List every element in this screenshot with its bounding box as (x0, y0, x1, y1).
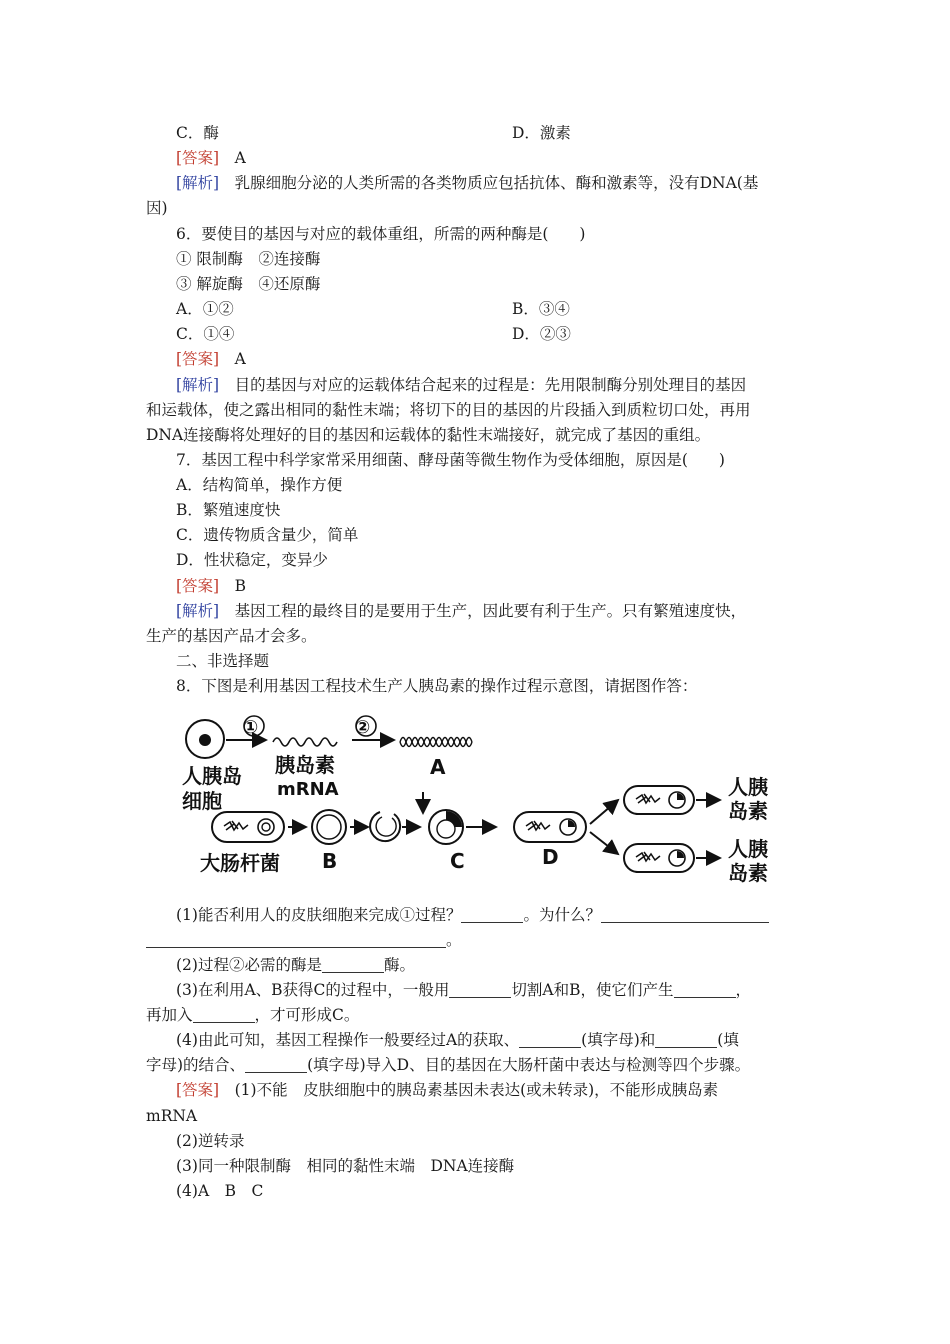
mrna-strand (273, 738, 337, 746)
cell-label-line2: 细胞 (182, 789, 222, 813)
q6-option-b: B．③④ (512, 300, 570, 318)
explanation-6-line1 (176, 373, 840, 397)
explanation-6-line3: DNA连接酶将处理好的目的基因和运载体的黏性末端接好，就完成了基因的重组。 (146, 426, 711, 444)
q7-option-a: A．结构简单，操作方便 (176, 476, 343, 494)
q8-part1-line2 (146, 928, 810, 952)
answer-value: A (234, 350, 246, 368)
q8-part3-add: 再加入 (146, 1006, 193, 1024)
human-cell (186, 720, 224, 758)
q5-option-d: D．激素 (512, 124, 571, 142)
explanation-5-line1 (176, 171, 840, 195)
explanation-tag: [解析] (176, 602, 220, 620)
answer-value: A (234, 149, 246, 167)
q8-part1-why: 。为什么？ (523, 906, 601, 924)
ecoli-label: 大肠杆菌 (200, 851, 280, 875)
q8-part3-line1 (176, 978, 840, 1002)
insulin-process-diagram (180, 708, 780, 898)
mrna-label-line2: mRNA (277, 779, 339, 800)
q8-part4-fill: (填 (717, 1031, 739, 1049)
explanation-tag: [解析] (176, 174, 220, 192)
explanation-tag: [解析] (176, 376, 220, 394)
step2-label: ② (355, 717, 371, 738)
blank-3[interactable] (146, 931, 446, 948)
arrow-d-down (590, 832, 618, 854)
answer-6 (176, 347, 840, 371)
q7-option-d: D．性状稳定，变异少 (176, 551, 328, 569)
q8-part4-text: (4)由此可知，基因工程操作一般要经过A的获取、 (176, 1031, 520, 1049)
blank-1[interactable] (461, 906, 523, 923)
answer-tag: [答案] (176, 350, 220, 368)
bacterium-lower (624, 844, 694, 872)
q6-option-c: C．①④ (176, 325, 235, 343)
arrow-d-up (590, 800, 618, 824)
recombinant-bacterium-d (514, 812, 586, 842)
blank-4[interactable] (322, 956, 384, 973)
label-d: D (542, 845, 559, 869)
answer-8-line1 (176, 1078, 840, 1102)
q8-part1-text: (1)能否利用人的皮肤细胞来完成①过程？ (176, 906, 462, 924)
answer-tag: [答案] (176, 577, 220, 595)
q8-part3-comma: ， (735, 981, 752, 999)
q8-part3-mid: 切割A和B，使它们产生 (511, 981, 674, 999)
answer-8-line3: (2)逆转录 (176, 1132, 245, 1150)
recombinant-plasmid-c (429, 810, 463, 844)
answer-tag: [答案] (176, 149, 220, 167)
answer-7 (176, 574, 840, 598)
question-6-stem: 6．要使目的基因与对应的载体重组，所需的两种酶是( ) (176, 225, 586, 243)
step1-label: ① (243, 717, 259, 738)
product1-label-line2: 岛素 (728, 799, 768, 823)
explanation-7-line2: 生产的基因产品才会多。 (146, 627, 317, 645)
product2-label-line1: 人胰 (728, 837, 768, 861)
q8-part4-combine: 字母)的结合、 (146, 1056, 246, 1074)
question-7-stem: 7．基因工程中科学家常采用细菌、酵母菌等微生物作为受体细胞，原因是( ) (176, 451, 725, 469)
blank-6[interactable] (674, 981, 736, 998)
label-c: C (450, 849, 465, 873)
answer-8-line5: (4)A B C (176, 1182, 264, 1200)
bacterium-upper (624, 786, 694, 814)
explanation-text: 目的基因与对应的运载体结合起来的过程是：先用限制酶分别处理目的基因 (234, 376, 747, 394)
q8-part4-line1 (176, 1028, 840, 1052)
answer-value: B (234, 577, 247, 595)
label-a: A (430, 755, 446, 779)
question-6-items1: ① 限制酶 ②连接酶 (176, 250, 321, 268)
cell-label-line1: 人胰岛 (182, 764, 242, 788)
q5-option-c: C．酶 (176, 124, 219, 142)
q8-part1-line1 (176, 903, 840, 927)
plasmid-b (312, 810, 346, 844)
q8-part2 (176, 953, 840, 977)
product2-label-line2: 岛素 (728, 861, 768, 885)
q8-part3-line2 (146, 1003, 810, 1027)
q7-option-c: C．遗传物质含量少，简单 (176, 526, 359, 544)
q6-option-a: A．①② (176, 300, 234, 318)
answer-8-line2: mRNA (146, 1107, 198, 1125)
explanation-text: 乳腺细胞分泌的人类所需的各类物质应包括抗体、酶和激素等，没有DNA(基 (234, 174, 759, 192)
q6-option-d: D．②③ (512, 325, 571, 343)
explanation-text: 基因工程的最终目的是要用于生产，因此要有利于生产。只有繁殖速度快， (234, 602, 747, 620)
q8-part1-end: 。 (446, 931, 462, 949)
question-8-stem: 8．下图是利用基因工程技术生产人胰岛素的操作过程示意图，请据图作答： (176, 677, 698, 695)
q7-option-b: B．繁殖速度快 (176, 501, 281, 519)
cut-plasmid (370, 812, 400, 841)
label-b: B (322, 849, 338, 873)
blank-9[interactable] (655, 1031, 717, 1048)
explanation-5-line2: 因) (146, 199, 168, 217)
ecoli-cell (212, 812, 284, 842)
blank-10[interactable] (245, 1056, 307, 1073)
q8-part4-end: (填字母)导入D、目的基因在大肠杆菌中表达与检测等四个步骤。 (307, 1056, 751, 1074)
product1-label-line1: 人胰 (728, 775, 768, 799)
explanation-7-line1 (176, 599, 840, 623)
blank-5[interactable] (449, 981, 511, 998)
explanation-6-line2: 和运载体，使之露出相同的黏性末端；将切下的目的基因的片段插入到质粒切口处，再用 (146, 401, 751, 419)
q8-part3-end: ，才可形成C。 (254, 1006, 360, 1024)
mrna-label-line1: 胰岛素 (275, 753, 335, 777)
question-6-items2: ③ 解旋酶 ④还原酶 (176, 275, 321, 293)
q8-part3-text: (3)在利用A、B获得C的过程中，一般用 (176, 981, 450, 999)
blank-8[interactable] (519, 1031, 581, 1048)
answer-8-line4: (3)同一种限制酶 相同的黏性末端 DNA连接酶 (176, 1157, 515, 1175)
q8-part2-text: (2)过程②必需的酶是 (176, 956, 322, 974)
answer-tag: [答案] (176, 1081, 220, 1099)
q8-part4-line2 (146, 1053, 810, 1077)
dna-gene-a (400, 738, 472, 747)
blank-2[interactable] (601, 906, 769, 923)
q8-part2-end: 酶。 (383, 956, 415, 974)
answer-5 (176, 146, 840, 170)
section-heading: 二、非选择题 (176, 652, 270, 670)
answer-text: (1)不能 皮肤细胞中的胰岛素基因未表达(或未转录)，不能形成胰岛素 (234, 1081, 719, 1099)
blank-7[interactable] (193, 1006, 255, 1023)
q8-part4-mid: (填字母)和 (581, 1031, 656, 1049)
